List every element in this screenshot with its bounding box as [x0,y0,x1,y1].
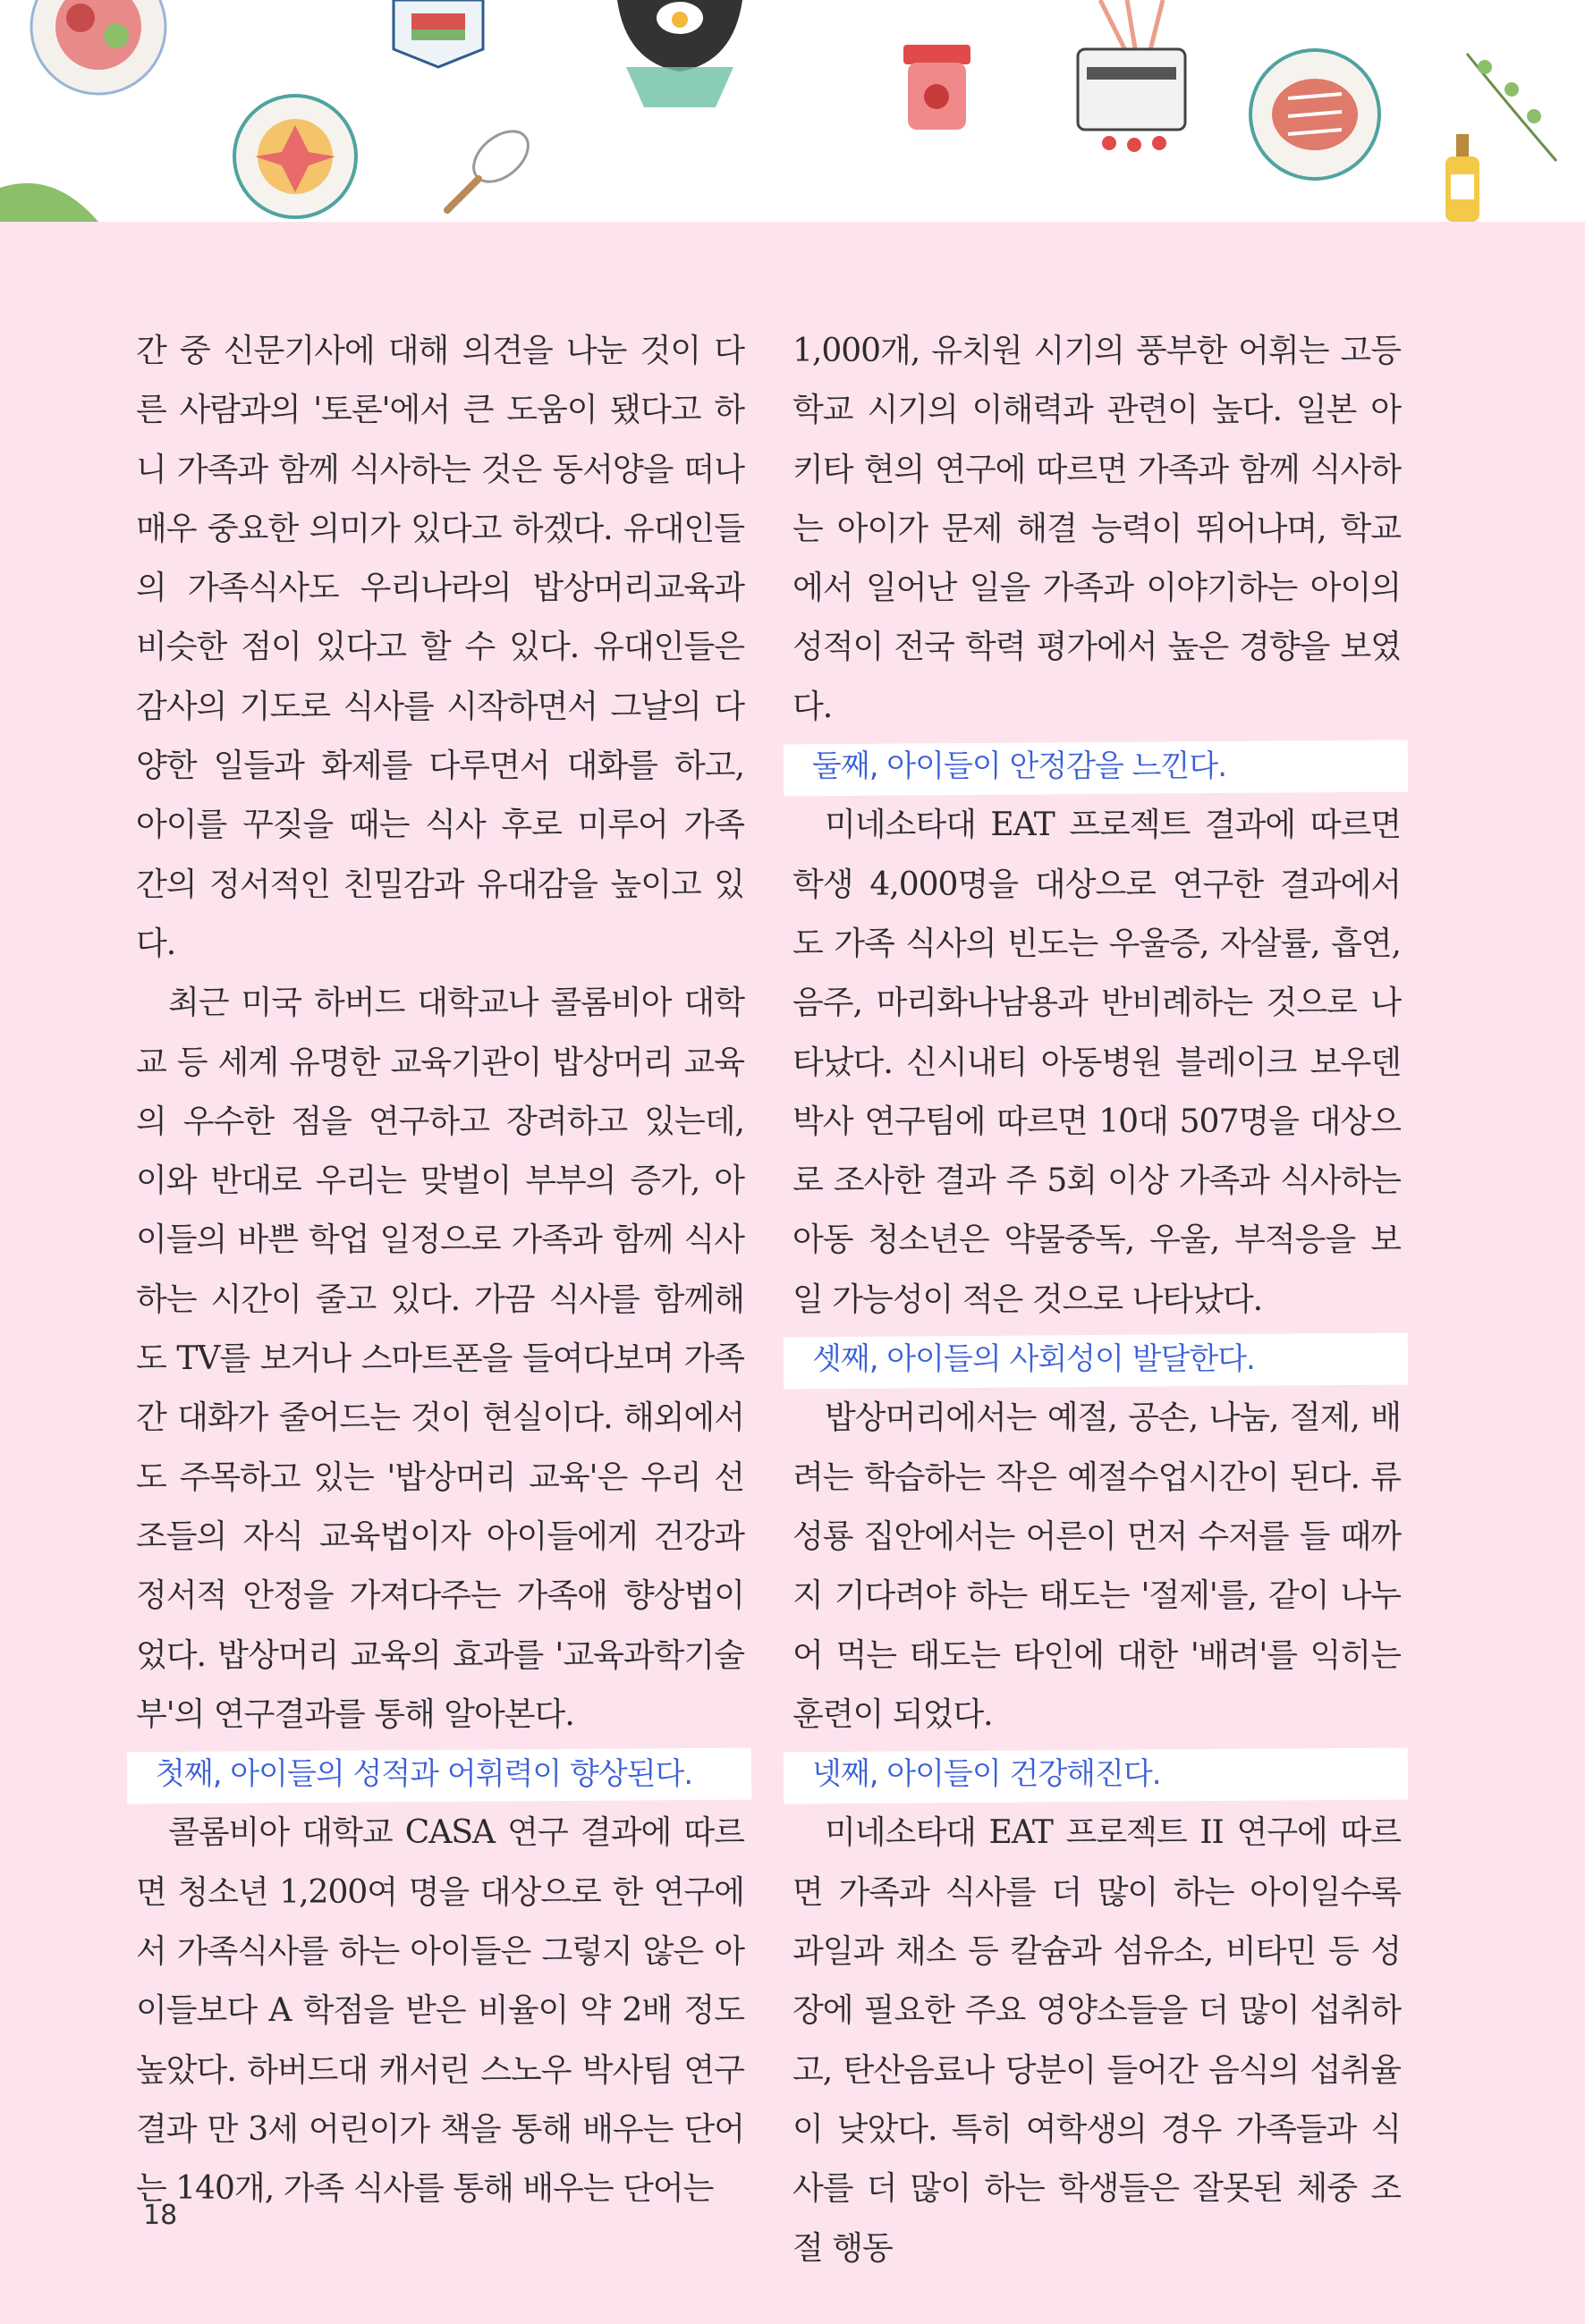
heading-text: 셋째, 아이들의 사회성이 발달한다. [812,1341,1255,1378]
salad-plate-icon [234,96,356,217]
salad-plate-icon [0,183,98,222]
sausage-plate-icon [1250,50,1379,179]
plate-icon [31,0,165,94]
section-heading [792,1330,1401,1389]
paragraph: 미네소타대 EAT 프로젝트 결과에 따르면 학생 4,000명을 대상으로 연구한 결과에서도 가족 식사의 빈도는 우울증, 자살률, 흡연, 음주, 마리화나남용과 반비례하는 것으로 나타났다. 신시내티 아동병원 블레이크 보우덴 박사 연구팀에 따르면 10대 507명을 대상으로 조사한 결과 주 5회 이상 가족과 식사하는 아동 청소년은 약물중독, 우울, 부적응을 보일 가능성이 적은 것으로 나타났다. [792,807,1401,1318]
heading-text: 넷째, 아이들이 건강해진다. [812,1756,1161,1793]
pot-icon [1078,0,1185,152]
left-column [136,322,744,2219]
section-heading [792,737,1401,796]
paragraph: 1,000개, 유치원 시기의 풍부한 어휘는 고등학교 시기의 이해력과 관련이 높다. 일본 아키타 현의 연구에 따르면 가족과 함께 식사하는 아이가 문제 해결 능력이 뛰어나며, 학교에서 일어난 일을 가족과 이야기하는 아이의 성적이 전국 학력 평가에서 높은 경향을 보였다. [792,333,1401,725]
herb-icon [1467,54,1556,161]
whisk-icon [447,122,538,210]
paragraph: 간 중 신문기사에 대해 의견을 나눈 것이 다른 사람과의 '토론'에서 큰 도움이 됐다고 하니 가족과 함께 식사하는 것은 동서양을 떠나 매우 중요한 의미가 있다고 하겠다. 유대인들의 가족식사도 우리나라의 밥상머리교육과 비슷한 점이 있다고 할 수 있다. 유대인들은 감사의 기도로 식사를 시작하면서 그날의 다양한 일들과 화제를 다루면서 대화를 하고, 아이를 꾸짖을 때는 식사 후로 미루어 가족 간의 정서적인 친밀감과 유대감을 높이고 있다. [136,333,744,962]
section-heading [792,1745,1401,1804]
frying-pan-icon [617,0,742,107]
flag-icon [394,0,483,67]
paragraph: 최근 미국 하버드 대학교나 콜롬비아 대학교 등 세계 유명한 교육기관이 밥상머리 교육의 우수한 점을 연구하고 장려하고 있는데, 이와 반대로 우리는 맞벌이 부부의 증가, 아이들의 바쁜 학업 일정으로 가족과 함께 식사하는 시간이 줄고 있다. 가끔 식사를 함께해도 TV를 보거나 스마트폰을 들여다보며 가족 간 대화가 줄어드는 것이 현실이다. 해외에서도 주목하고 있는 '밥상머리 교육'은 우리 선조들의 자식 교육법이자 아이들에게 건강과 정서적 안정을 가져다주는 가족애 향상법이었다. 밥상머리 교육의 효과를 '교육과학기술부'의 연구결과를 통해 알아본다. [136,985,744,1733]
article-page [0,222,1585,2324]
heading-text: 첫째, 아이들의 성적과 어휘력이 향상된다. [156,1756,693,1793]
section-heading [136,1745,744,1804]
header-illustration-banner [0,0,1585,222]
page-number: 18 [143,2200,178,2231]
jam-jar-icon [903,45,970,130]
paragraph: 밥상머리에서는 예절, 공손, 나눔, 절제, 배려는 학습하는 작은 예절수업시간이 된다. 류성룡 집안에서는 어른이 먼저 수저를 들 때까지 기다려야 하는 태도는 '절제'를, 같이 나누어 먹는 태도는 타인에 대한 '배려'를 익히는 훈련이 되었다. [792,1399,1401,1733]
paragraph: 미네소타대 EAT 프로젝트 II 연구에 따르면 가족과 식사를 더 많이 하는 아이일수록 과일과 채소 등 칼슘과 섬유소, 비타민 등 성장에 필요한 주요 영양소들을 더 많이 섭취하고, 탄산음료나 당분이 들어간 음식의 섭취율이 낮았다. 특히 여학생의 경우 가족들과 식사를 더 많이 하는 학생들은 잘못된 체중 조절 행동 [792,1814,1401,2267]
paragraph: 콜롬비아 대학교 CASA 연구 결과에 따르면 청소년 1,200여 명을 대상으로 한 연구에서 가족식사를 하는 아이들은 그렇지 않은 아이들보다 A 학점을 받은 비율이 약 2배 정도 높았다. 하버드대 캐서린 스노우 박사팀 연구 결과 만 3세 어린이가 책을 통해 배우는 단어는 140개, 가족 식사를 통해 배우는 단어는 [136,1814,744,2208]
right-column [792,322,1401,2278]
oil-bottle-icon [1445,134,1479,222]
heading-text: 둘째, 아이들이 안정감을 느낀다. [812,748,1227,785]
